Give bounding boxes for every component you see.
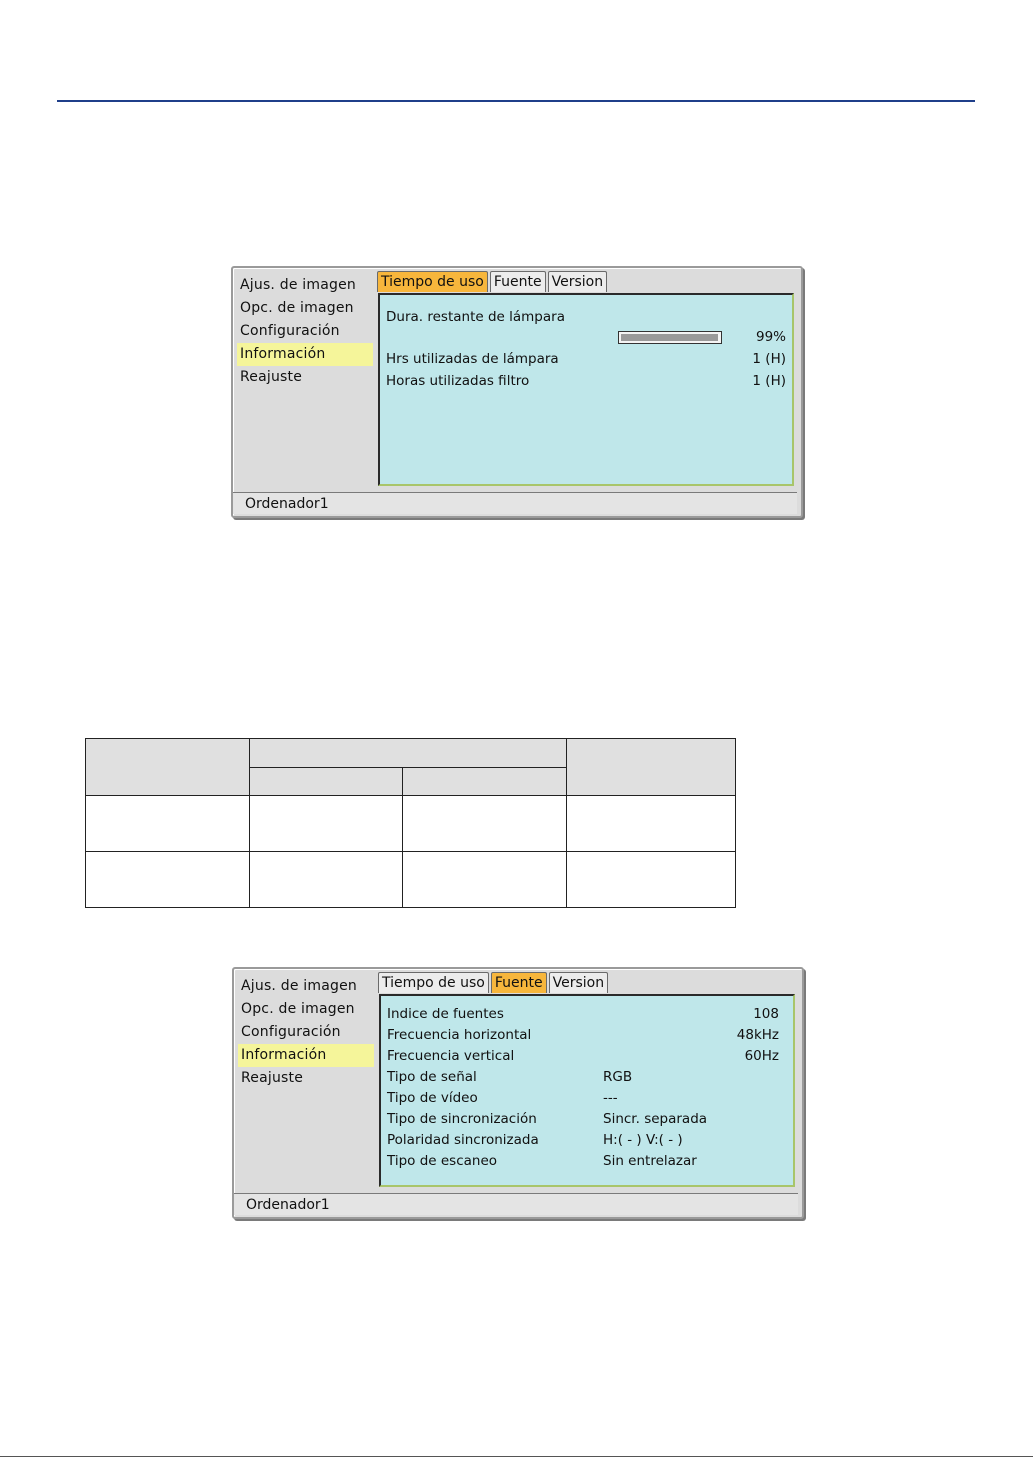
menu-item-configuracion[interactable]: Configuración [241, 1024, 341, 1040]
header-rule [57, 100, 975, 102]
table-row [86, 852, 736, 908]
source-index-label: Indice de fuentes [387, 1006, 504, 1022]
filter-hours-label: Horas utilizadas filtro [386, 373, 530, 389]
sync-type-row [387, 1109, 787, 1129]
scan-type-row [387, 1151, 787, 1171]
tab-version[interactable]: Version [549, 972, 608, 993]
table-header-cell [567, 739, 736, 796]
tab-tiempo-de-uso[interactable]: Tiempo de uso [378, 972, 489, 993]
menu-item-ajus-imagen[interactable]: Ajus. de imagen [241, 978, 357, 994]
table-cell [250, 852, 403, 908]
table-cell [86, 796, 250, 852]
osd-menu-source [232, 967, 804, 1219]
source-info-panel [379, 994, 795, 1187]
h-frequency-value: 48kHz [736, 1027, 779, 1043]
table-subheader-cell [403, 767, 567, 796]
usage-info-panel [378, 293, 794, 486]
menu-item-configuracion[interactable]: Configuración [240, 323, 340, 339]
osd-main-menu [238, 975, 374, 1090]
signal-type-label: Tipo de señal [387, 1069, 477, 1085]
table-header-cell [86, 739, 250, 796]
osd-main-menu [237, 274, 373, 389]
source-index-row [387, 1004, 779, 1024]
scan-type-value: Sin entrelazar [603, 1153, 697, 1169]
menu-item-reajuste[interactable]: Reajuste [240, 369, 303, 385]
menu-item-opc-imagen[interactable]: Opc. de imagen [241, 1001, 355, 1017]
sync-polarity-label: Polaridad sincronizada [387, 1132, 539, 1148]
lamp-remaining-value-row [386, 327, 786, 347]
filter-hours-value: 1 (H) [752, 373, 786, 389]
table-cell [567, 852, 736, 908]
table-header-cell [250, 739, 567, 768]
v-frequency-value: 60Hz [744, 1048, 779, 1064]
lamp-remaining-value: 99% [755, 329, 786, 345]
menu-item-reajuste[interactable]: Reajuste [241, 1070, 304, 1086]
video-type-value: --- [603, 1090, 618, 1106]
source-index-value: 108 [753, 1006, 779, 1022]
osd-tabs [378, 972, 610, 994]
sync-polarity-row [387, 1130, 787, 1150]
signal-type-value: RGB [603, 1069, 633, 1085]
lamp-hours-value: 1 (H) [752, 351, 786, 367]
h-frequency-row [387, 1025, 779, 1045]
reference-table [85, 738, 736, 908]
lamp-hours-label: Hrs utilizadas de lámpara [386, 351, 559, 367]
menu-item-opc-imagen[interactable]: Opc. de imagen [240, 300, 354, 316]
table-cell [250, 796, 403, 852]
osd-tabs [377, 271, 609, 293]
sync-type-value: Sincr. separada [603, 1111, 708, 1127]
tab-fuente[interactable]: Fuente [491, 972, 547, 993]
sync-polarity-value: H:( - ) V:( - ) [603, 1132, 683, 1148]
table-row [86, 796, 736, 852]
signal-type-row [387, 1067, 787, 1087]
table-cell [86, 852, 250, 908]
lamp-hours-row [386, 349, 786, 369]
footer-rule [0, 1456, 1033, 1457]
v-frequency-row [387, 1046, 779, 1066]
video-type-row [387, 1088, 787, 1108]
source-status-bar: Ordenador1 [234, 1193, 798, 1215]
scan-type-label: Tipo de escaneo [387, 1153, 498, 1169]
menu-item-informacion[interactable]: Información [237, 343, 373, 366]
table-cell [403, 796, 567, 852]
table-cell [403, 852, 567, 908]
tab-version[interactable]: Version [548, 271, 607, 292]
table-cell [567, 796, 736, 852]
tab-tiempo-de-uso[interactable]: Tiempo de uso [377, 271, 488, 292]
table-subheader-cell [250, 767, 403, 796]
v-frequency-label: Frecuencia vertical [387, 1048, 515, 1064]
sync-type-label: Tipo de sincronización [387, 1111, 537, 1127]
osd-menu-usage [231, 266, 803, 518]
lamp-remaining-row [386, 307, 786, 327]
h-frequency-label: Frecuencia horizontal [387, 1027, 532, 1043]
filter-hours-row [386, 371, 786, 391]
source-status-bar: Ordenador1 [233, 492, 797, 514]
tab-fuente[interactable]: Fuente [490, 271, 546, 292]
video-type-label: Tipo de vídeo [387, 1090, 478, 1106]
menu-item-ajus-imagen[interactable]: Ajus. de imagen [240, 277, 356, 293]
lamp-remaining-label: Dura. restante de lámpara [386, 309, 565, 325]
menu-item-informacion[interactable]: Información [238, 1044, 374, 1067]
